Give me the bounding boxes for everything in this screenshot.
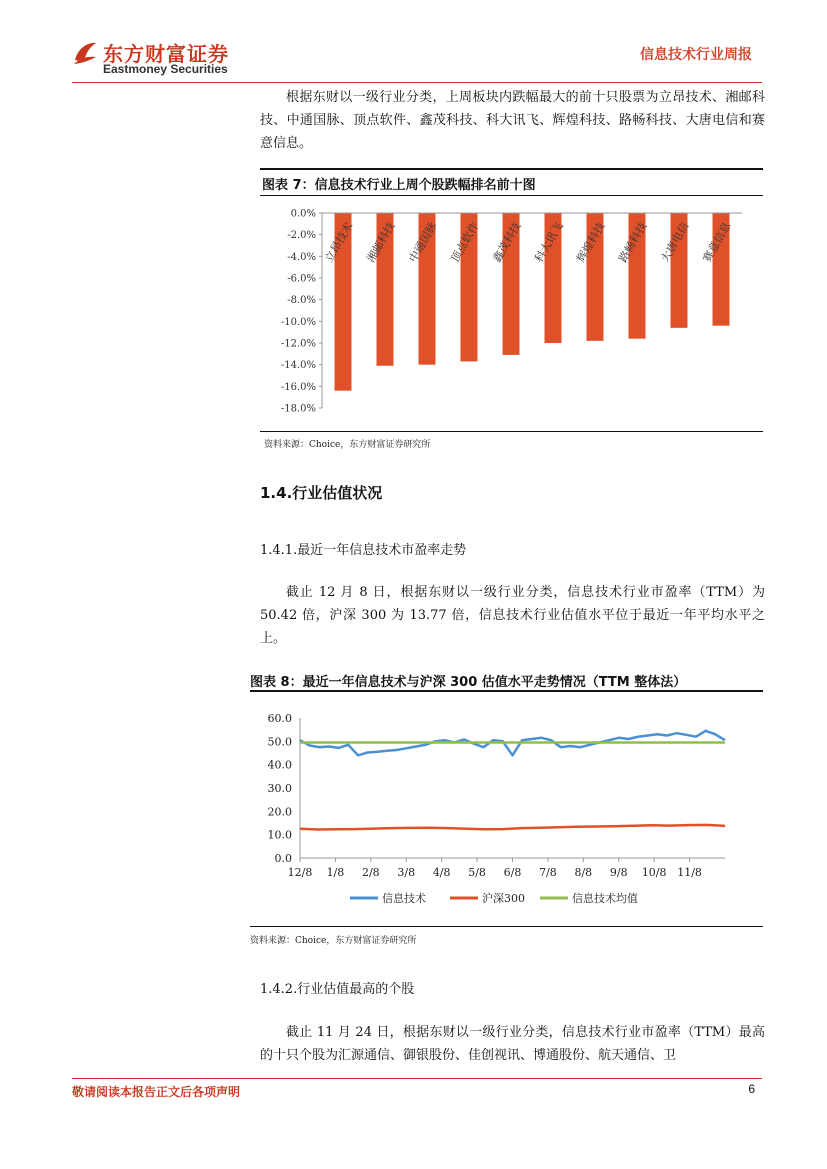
y-tick-label: 50.0 [267,735,292,749]
figure7-bottom-rule [260,431,763,432]
pe-trend-line-chart [250,700,763,922]
y-tick-label: -10.0% [280,316,316,328]
x-tick-label: 1/8 [326,866,345,879]
category-label: 中通国脉 [406,220,440,265]
x-tick-label: 9/8 [609,866,628,879]
y-tick-label: 30.0 [267,782,292,795]
figure8-title-rule [250,690,763,692]
figure7-top-rule [260,168,763,170]
y-tick-label: -16.0% [280,381,316,393]
x-tick-label: 7/8 [539,866,557,879]
category-label: 顶点软件 [448,220,482,265]
section-1-4-1-title: 1.4.1.最近一年信息技术市盈率走势 [260,543,467,558]
legend-label-3: 信息技术均值 [572,892,638,905]
y-tick-label: -12.0% [280,338,316,350]
x-tick-label: 8/8 [574,866,593,879]
footer-disclaimer: 敬请阅读本报告正文后各项声明 [72,1085,241,1099]
page-number: 6 [748,1082,755,1096]
decline-bar-chart [260,198,763,428]
x-tick-label: 4/8 [432,866,451,879]
category-label: 立昂技术 [322,220,356,265]
y-tick-label: -8.0% [287,295,316,307]
brand-name-en: Eastmoney Securities [103,62,228,76]
y-tick-label: -2.0% [287,230,316,242]
category-label: 辉煌科技 [574,220,608,265]
header-divider [72,82,762,83]
footer-divider [72,1078,762,1079]
y-tick-label: 20.0 [267,805,292,819]
legend-label-1: 信息技术 [382,892,426,905]
y-tick-label: 0.0% [290,208,316,220]
x-tick-label: 12/8 [287,866,313,879]
category-label: 大唐电信 [658,220,692,265]
category-label: 科大讯飞 [532,220,566,265]
category-label: 赛意信息 [700,220,734,265]
section-1-4-2-title: 1.4.2.行业估值最高的个股 [260,982,415,997]
y-tick-label: -18.0% [280,403,316,415]
x-tick-label: 3/8 [397,866,416,879]
x-tick-label: 2/8 [361,866,380,879]
figure7-source: 资料来源：Choice，东方财富证券研究所 [264,440,431,450]
x-tick-label: 10/8 [641,866,667,879]
category-label: 路畅科技 [616,220,650,265]
y-tick-label: 40.0 [267,758,292,772]
category-label: 湘邮科技 [364,220,398,265]
y-tick-label: 0.0 [274,852,292,865]
figure7-title: 图表 7：信息技术行业上周个股跌幅排名前十图 [262,178,536,193]
category-label: 鑫茂科技 [490,220,524,265]
x-tick-label: 6/8 [503,866,522,879]
y-tick-label: -6.0% [287,273,316,285]
report-type: 信息技术行业周报 [640,47,752,63]
brand-logo-icon [72,40,98,66]
section-1-4-title: 1.4.行业估值状况 [260,484,383,502]
figure7-title-rule [260,195,763,196]
x-tick-label: 5/8 [468,866,486,879]
figure8-title: 图表 8：最近一年信息技术与沪深 300 估值水平走势情况（TTM 整体法） [250,675,687,690]
figure8-bottom-rule [250,926,763,927]
y-tick-label: -4.0% [287,251,316,263]
brand-name-cn: 东方财富证券 [103,42,229,66]
section-1-4-1-paragraph: 截止 12 月 8 日，根据东财以一级行业分类，信息技术行业市盈率（TTM）为 50.42 倍，沪深 300 为 13.77 倍，信息技术行业估值水平位于最近一年平均水平之上。 [260,585,765,646]
y-tick-label: 60.0 [267,712,292,725]
x-tick-label: 11/8 [677,866,702,879]
y-tick-label: -14.0% [280,360,316,372]
y-tick-label: 10.0 [267,828,292,842]
figure8-source: 资料来源：Choice，东方财富证券研究所 [250,936,417,946]
section-1-4-2-paragraph: 截止 11 月 24 日，根据东财以一级行业分类，信息技术行业市盈率（TTM）最高的十只个股为汇源通信、御银股份、佳创视讯、博通股份、航天通信、卫 [260,1025,765,1063]
legend-label-2: 沪深300 [482,892,525,905]
series-line-2 [300,825,725,830]
intro-paragraph: 根据东财以一级行业分类，上周板块内跌幅最大的前十只股票为立昂技术、湘邮科技、中通国脉、顶点软件、鑫茂科技、科大讯飞、辉煌科技、路畅科技、大唐电信和赛意信息。 [260,90,765,151]
